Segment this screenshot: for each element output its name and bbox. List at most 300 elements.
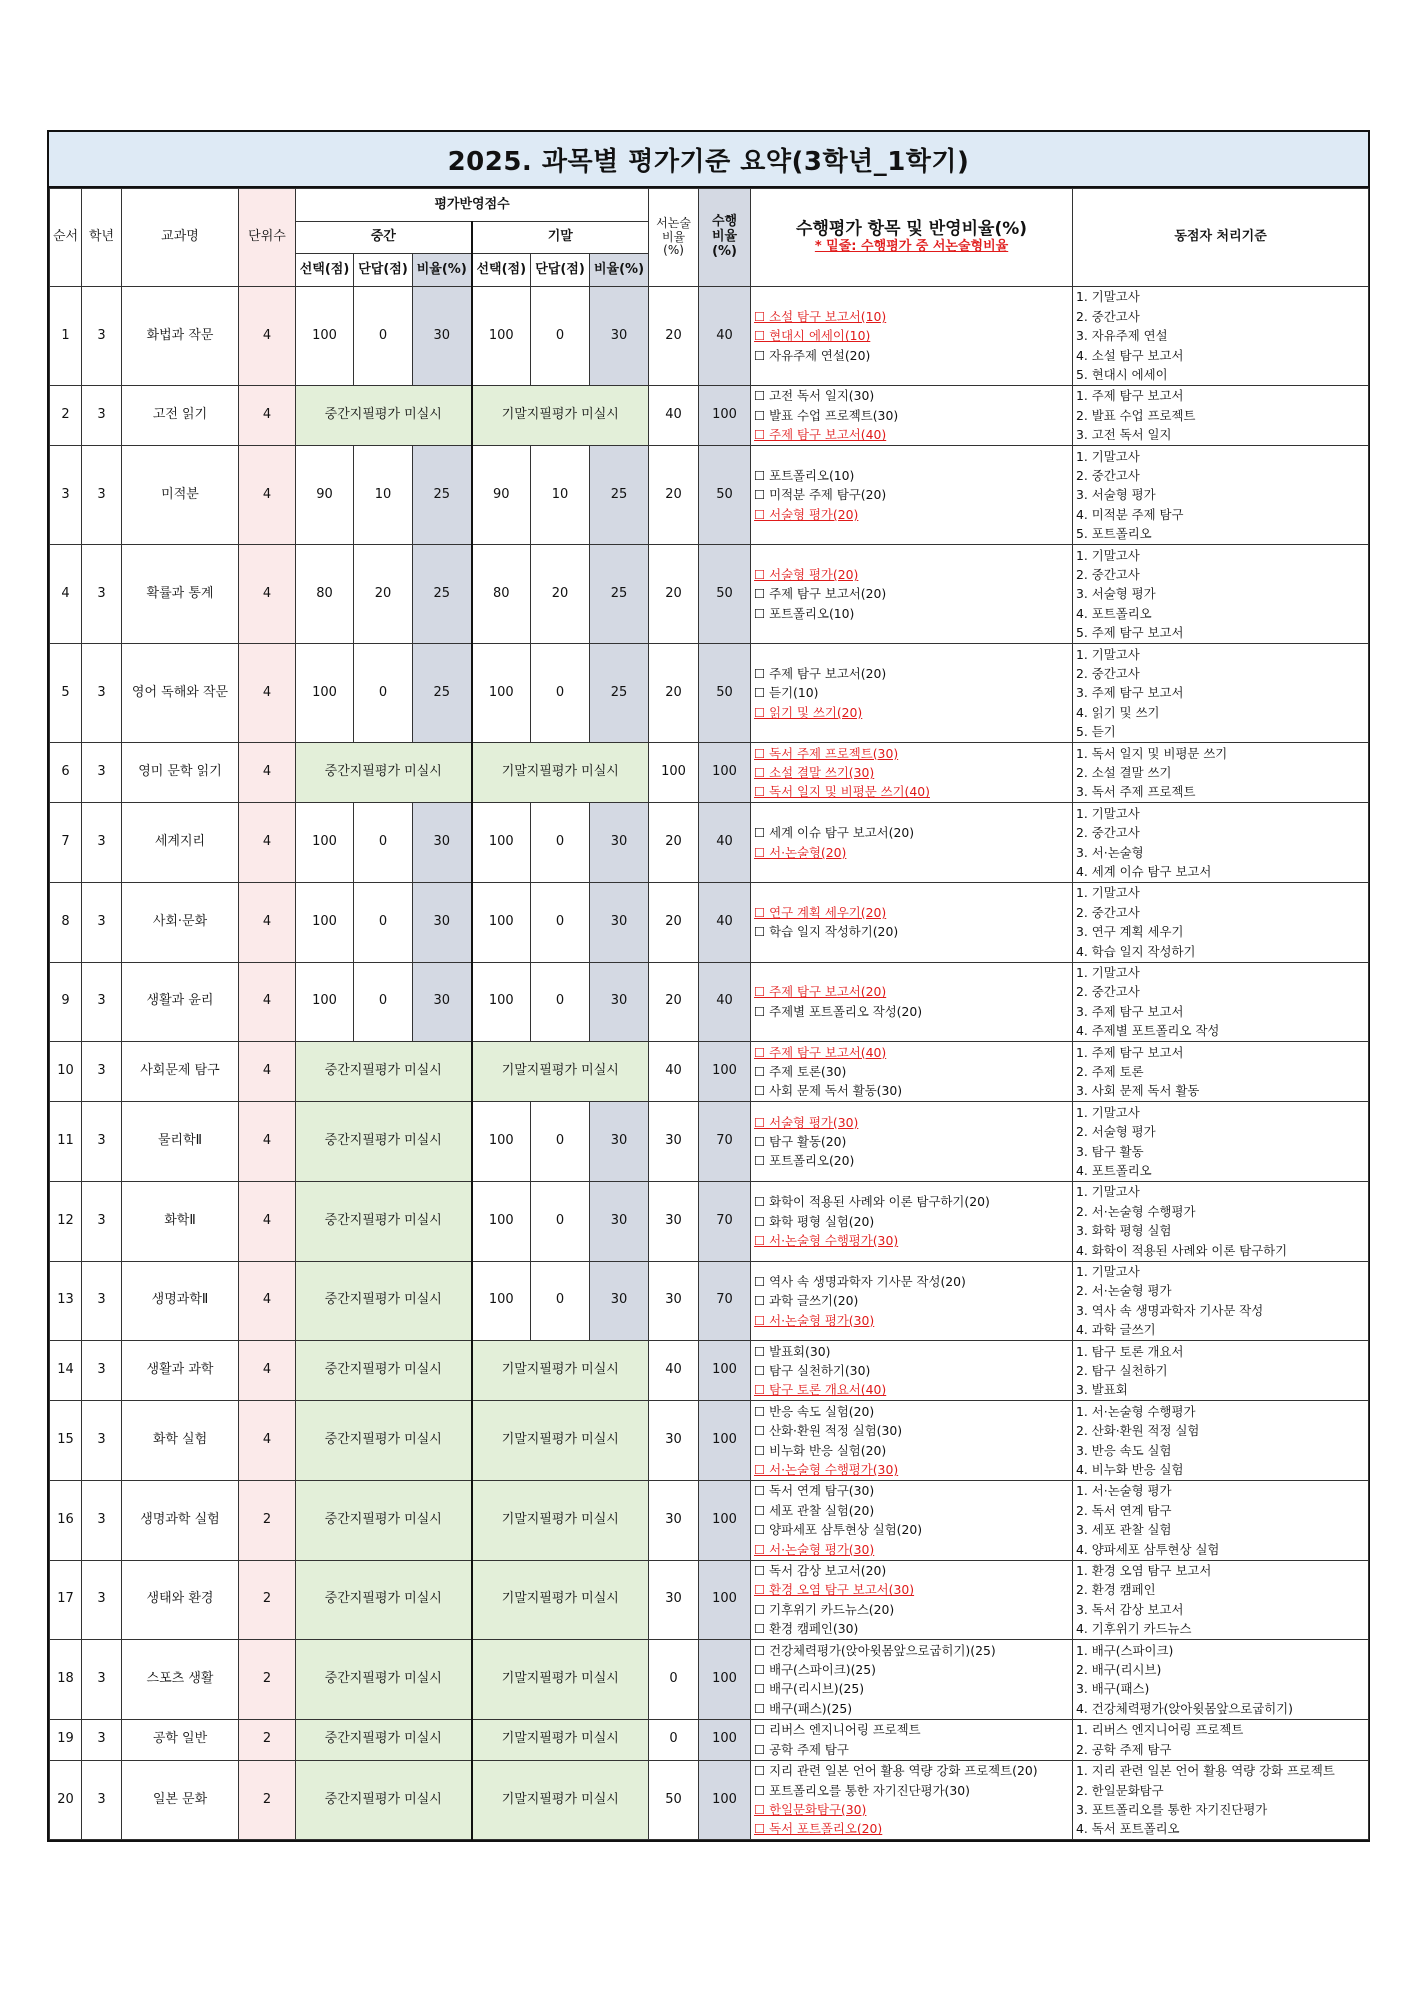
mid-short: 0 [354, 644, 413, 743]
essay-ratio: 20 [649, 545, 699, 644]
tiebreak-list [1073, 1760, 1369, 1840]
tiebreak-item: 1. 탐구 토론 개요서 [1076, 1343, 1184, 1359]
tiebreak-list [1073, 1042, 1369, 1102]
fin-short: 0 [531, 1102, 590, 1182]
perf-item: ☐ 탐구 토론 개요서(40) [754, 1382, 887, 1398]
perf-items [751, 1042, 1073, 1102]
perf-item: ☐ 발표회(30) [754, 1343, 831, 1359]
perf-item: ☐ 주제 탐구 보고서(20) [754, 984, 887, 1000]
tiebreak-item: 2. 산화·환원 적정 실험 [1076, 1423, 1200, 1439]
perf-item: ☐ 배구(스파이크)(25) [754, 1661, 877, 1677]
fin-ratio: 30 [590, 803, 649, 883]
tiebreak-list [1073, 962, 1369, 1042]
tiebreak-item: 2. 중간고사 [1076, 904, 1140, 920]
perf-item: ☐ 고전 독서 일지(30) [754, 388, 875, 404]
perf-items [751, 1560, 1073, 1640]
table-row [50, 803, 1369, 883]
row-order: 4 [50, 545, 82, 644]
mid-short: 0 [354, 803, 413, 883]
perf-ratio: 70 [699, 1102, 751, 1182]
fin-select: 100 [472, 1102, 531, 1182]
essay-ratio: 40 [649, 386, 699, 446]
perf-item: ☐ 소설 결말 쓰기(30) [754, 765, 875, 781]
perf-item: ☐ 자유주제 연설(20) [754, 347, 871, 363]
perf-items [751, 962, 1073, 1042]
table-row [50, 1640, 1369, 1720]
tiebreak-item: 5. 포트폴리오 [1076, 526, 1152, 542]
tiebreak-item: 2. 중간고사 [1076, 825, 1140, 841]
tiebreak-item: 3. 서술형 평가 [1076, 487, 1156, 503]
perf-item: ☐ 발표 수업 프로젝트(30) [754, 407, 899, 423]
tiebreak-item: 1. 기말고사 [1076, 547, 1140, 563]
row-grade: 3 [82, 1480, 122, 1560]
perf-items [751, 743, 1073, 803]
perf-item: ☐ 화학 평형 실험(20) [754, 1213, 875, 1229]
mid-ratio: 30 [413, 287, 472, 386]
mid-not-held: 중간지필평가 미실시 [296, 1042, 472, 1102]
fin-short: 0 [531, 1261, 590, 1341]
table-row [50, 1401, 1369, 1481]
final-not-held: 기말지필평가 미실시 [472, 1760, 649, 1840]
header-mid-ratio: 비율(%) [413, 254, 472, 287]
row-subject: 영어 독해와 작문 [122, 644, 239, 743]
tiebreak-list [1073, 446, 1369, 545]
perf-items [751, 644, 1073, 743]
row-order: 8 [50, 882, 82, 962]
essay-ratio: 20 [649, 962, 699, 1042]
table-row [50, 545, 1369, 644]
final-not-held: 기말지필평가 미실시 [472, 1341, 649, 1401]
tiebreak-item: 3. 역사 속 생명과학자 기사문 작성 [1076, 1302, 1264, 1318]
fin-select: 100 [472, 882, 531, 962]
mid-short: 10 [354, 446, 413, 545]
tiebreak-item: 1. 배구(스파이크) [1076, 1642, 1174, 1658]
mid-short: 20 [354, 545, 413, 644]
fin-select: 80 [472, 545, 531, 644]
tiebreak-item: 4. 포트폴리오 [1076, 1163, 1152, 1179]
mid-not-held: 중간지필평가 미실시 [296, 1640, 472, 1720]
row-units: 4 [239, 743, 296, 803]
header-perf-items: 수행평가 항목 및 반영비율(%) * 밑줄: 수행평가 중 서논술형비율 [751, 189, 1073, 287]
table-row [50, 1181, 1369, 1261]
perf-item: ☐ 과학 글쓰기(20) [754, 1293, 859, 1309]
tiebreak-list [1073, 287, 1369, 386]
row-order: 13 [50, 1261, 82, 1341]
row-grade: 3 [82, 1560, 122, 1640]
perf-item: ☐ 독서 연계 탐구(30) [754, 1483, 875, 1499]
perf-items [751, 545, 1073, 644]
perf-item: ☐ 연구 계획 세우기(20) [754, 904, 887, 920]
mid-not-held: 중간지필평가 미실시 [296, 1181, 472, 1261]
perf-item: ☐ 독서 일지 및 비평문 쓰기(40) [754, 784, 930, 800]
mid-ratio: 30 [413, 962, 472, 1042]
tiebreak-item: 3. 세포 관찰 실험 [1076, 1522, 1172, 1538]
tiebreak-item: 2. 한일문화탐구 [1076, 1782, 1164, 1798]
perf-item: ☐ 포트폴리오(10) [754, 468, 855, 484]
perf-ratio: 40 [699, 803, 751, 883]
row-subject: 화학Ⅱ [122, 1181, 239, 1261]
essay-ratio: 30 [649, 1401, 699, 1481]
mid-select: 100 [296, 803, 354, 883]
table-row [50, 1261, 1369, 1341]
tiebreak-item: 2. 중간고사 [1076, 984, 1140, 1000]
row-subject: 사회·문화 [122, 882, 239, 962]
mid-ratio: 25 [413, 545, 472, 644]
tiebreak-item: 1. 리버스 엔지니어링 프로젝트 [1076, 1722, 1244, 1738]
mid-select: 100 [296, 287, 354, 386]
perf-items [751, 882, 1073, 962]
tiebreak-item: 2. 서·논술형 평가 [1076, 1283, 1172, 1299]
tiebreak-item: 3. 탐구 활동 [1076, 1143, 1144, 1159]
essay-ratio: 30 [649, 1480, 699, 1560]
perf-ratio: 100 [699, 1341, 751, 1401]
tiebreak-list [1073, 644, 1369, 743]
perf-item: ☐ 주제 탐구 보고서(40) [754, 427, 887, 443]
tiebreak-item: 3. 고전 독서 일지 [1076, 427, 1172, 443]
row-units: 4 [239, 386, 296, 446]
mid-select: 100 [296, 882, 354, 962]
row-grade: 3 [82, 803, 122, 883]
row-grade: 3 [82, 962, 122, 1042]
row-grade: 3 [82, 644, 122, 743]
fin-ratio: 30 [590, 962, 649, 1042]
tiebreak-list [1073, 1102, 1369, 1182]
perf-ratio: 50 [699, 446, 751, 545]
row-units: 4 [239, 446, 296, 545]
row-units: 4 [239, 1102, 296, 1182]
mid-not-held: 중간지필평가 미실시 [296, 1261, 472, 1341]
perf-ratio: 100 [699, 743, 751, 803]
row-grade: 3 [82, 743, 122, 803]
tiebreak-item: 4. 독서 포트폴리오 [1076, 1821, 1180, 1837]
perf-item: ☐ 배구(리시브)(25) [754, 1681, 865, 1697]
perf-ratio: 40 [699, 962, 751, 1042]
perf-item: ☐ 주제별 포트폴리오 작성(20) [754, 1003, 923, 1019]
mid-ratio: 25 [413, 446, 472, 545]
table-row [50, 1480, 1369, 1560]
tiebreak-item: 2. 배구(리시브) [1076, 1661, 1162, 1677]
final-not-held: 기말지필평가 미실시 [472, 1560, 649, 1640]
fin-ratio: 30 [590, 1261, 649, 1341]
table-row [50, 882, 1369, 962]
perf-items [751, 1640, 1073, 1720]
perf-item: ☐ 서·논술형 수행평가(30) [754, 1232, 899, 1248]
tiebreak-item: 2. 서술형 평가 [1076, 1124, 1156, 1140]
final-not-held: 기말지필평가 미실시 [472, 1480, 649, 1560]
row-subject: 고전 읽기 [122, 386, 239, 446]
tiebreak-item: 4. 포트폴리오 [1076, 605, 1152, 621]
perf-item: ☐ 듣기(10) [754, 685, 819, 701]
row-subject: 화학 실험 [122, 1401, 239, 1481]
perf-item: ☐ 주제 토론(30) [754, 1064, 847, 1080]
table-row [50, 1042, 1369, 1102]
perf-item: ☐ 포트폴리오(10) [754, 605, 855, 621]
row-grade: 3 [82, 1181, 122, 1261]
row-order: 6 [50, 743, 82, 803]
perf-ratio: 70 [699, 1261, 751, 1341]
mid-not-held: 중간지필평가 미실시 [296, 1560, 472, 1640]
row-grade: 3 [82, 1341, 122, 1401]
final-not-held: 기말지필평가 미실시 [472, 743, 649, 803]
perf-item: ☐ 독서 감상 보고서(20) [754, 1562, 887, 1578]
mid-not-held: 중간지필평가 미실시 [296, 743, 472, 803]
tiebreak-item: 2. 서·논술형 수행평가 [1076, 1203, 1196, 1219]
row-units: 2 [239, 1640, 296, 1720]
table-row [50, 1560, 1369, 1640]
row-grade: 3 [82, 1261, 122, 1341]
perf-item: ☐ 반응 속도 실험(20) [754, 1403, 875, 1419]
perf-item: ☐ 학습 일지 작성하기(20) [754, 924, 899, 940]
tiebreak-item: 1. 기말고사 [1076, 965, 1140, 981]
perf-item: ☐ 서술형 평가(30) [754, 1114, 859, 1130]
perf-items [751, 1480, 1073, 1560]
tiebreak-item: 4. 기후위기 카드뉴스 [1076, 1621, 1192, 1637]
tiebreak-item: 3. 사회 문제 독서 활동 [1076, 1083, 1200, 1099]
fin-select: 100 [472, 1261, 531, 1341]
perf-items [751, 803, 1073, 883]
row-order: 14 [50, 1341, 82, 1401]
tiebreak-list [1073, 545, 1369, 644]
perf-item: ☐ 소설 탐구 보고서(10) [754, 308, 887, 324]
tiebreak-item: 4. 미적분 주제 탐구 [1076, 506, 1184, 522]
tiebreak-item: 1. 주제 탐구 보고서 [1076, 1044, 1184, 1060]
perf-item: ☐ 탐구 활동(20) [754, 1133, 847, 1149]
perf-item: ☐ 주제 탐구 보고서(20) [754, 666, 887, 682]
row-units: 4 [239, 644, 296, 743]
row-subject: 확률과 통계 [122, 545, 239, 644]
mid-select: 100 [296, 644, 354, 743]
tiebreak-item: 3. 반응 속도 실험 [1076, 1442, 1172, 1458]
row-subject: 생명과학 실험 [122, 1480, 239, 1560]
tiebreak-item: 1. 기말고사 [1076, 1264, 1140, 1280]
row-units: 4 [239, 1042, 296, 1102]
header-score-group: 평가반영점수 [296, 189, 649, 222]
header-fin-short: 단답(점) [531, 254, 590, 287]
perf-items [751, 1401, 1073, 1481]
perf-ratio: 100 [699, 1640, 751, 1720]
tiebreak-item: 1. 기말고사 [1076, 289, 1140, 305]
tiebreak-list [1073, 386, 1369, 446]
tiebreak-list [1073, 1261, 1369, 1341]
table-row [50, 962, 1369, 1042]
essay-ratio: 20 [649, 446, 699, 545]
mid-select: 100 [296, 962, 354, 1042]
perf-items [751, 1261, 1073, 1341]
perf-ratio: 40 [699, 287, 751, 386]
tiebreak-item: 1. 서·논술형 수행평가 [1076, 1403, 1196, 1419]
fin-select: 100 [472, 803, 531, 883]
perf-item: ☐ 서·논술형 수행평가(30) [754, 1462, 899, 1478]
table-row [50, 287, 1369, 386]
fin-select: 100 [472, 644, 531, 743]
tiebreak-item: 2. 탐구 실천하기 [1076, 1363, 1168, 1379]
tiebreak-item: 1. 기말고사 [1076, 1104, 1140, 1120]
tiebreak-item: 1. 기말고사 [1076, 805, 1140, 821]
tiebreak-item: 4. 읽기 및 쓰기 [1076, 704, 1160, 720]
tiebreak-item: 4. 비누화 반응 실험 [1076, 1462, 1184, 1478]
tiebreak-item: 5. 듣기 [1076, 724, 1116, 740]
tiebreak-item: 3. 주제 탐구 보고서 [1076, 685, 1184, 701]
tiebreak-item: 4. 양파세포 삼투현상 실험 [1076, 1541, 1220, 1557]
perf-item: ☐ 읽기 및 쓰기(20) [754, 704, 863, 720]
tiebreak-item: 4. 건강체력평가(앉아윗몸앞으로굽히기) [1076, 1700, 1293, 1716]
perf-item: ☐ 지리 관련 일본 언어 활용 역량 강화 프로젝트(20) [754, 1763, 1038, 1779]
row-subject: 일본 문화 [122, 1760, 239, 1840]
essay-ratio: 100 [649, 743, 699, 803]
mid-short: 0 [354, 962, 413, 1042]
table-body [50, 287, 1369, 1840]
perf-item: ☐ 기후위기 카드뉴스(20) [754, 1601, 895, 1617]
header-essay-ratio: 서논술 비율 (%) [649, 189, 699, 287]
tiebreak-item: 3. 주제 탐구 보고서 [1076, 1003, 1184, 1019]
fin-select: 100 [472, 1181, 531, 1261]
perf-item: ☐ 포트폴리오를 통한 자기진단평가(30) [754, 1782, 970, 1798]
perf-item: ☐ 현대시 에세이(10) [754, 328, 871, 344]
fin-select: 100 [472, 962, 531, 1042]
tiebreak-item: 4. 화학이 적용된 사례와 이론 탐구하기 [1076, 1242, 1288, 1258]
perf-item: ☐ 환경 오염 탐구 보고서(30) [754, 1582, 915, 1598]
essay-ratio: 20 [649, 803, 699, 883]
essay-ratio: 20 [649, 882, 699, 962]
header-fin-ratio: 비율(%) [590, 254, 649, 287]
perf-item: ☐ 리버스 엔지니어링 프로젝트 [754, 1722, 921, 1738]
fin-short: 0 [531, 882, 590, 962]
fin-short: 0 [531, 287, 590, 386]
row-grade: 3 [82, 1760, 122, 1840]
perf-items [751, 386, 1073, 446]
tiebreak-list [1073, 1640, 1369, 1720]
mid-not-held: 중간지필평가 미실시 [296, 1760, 472, 1840]
row-order: 11 [50, 1102, 82, 1182]
essay-ratio: 40 [649, 1042, 699, 1102]
row-subject: 생활과 윤리 [122, 962, 239, 1042]
row-order: 20 [50, 1760, 82, 1840]
perf-item: ☐ 미적분 주제 탐구(20) [754, 487, 887, 503]
tiebreak-item: 4. 소설 탐구 보고서 [1076, 347, 1184, 363]
row-units: 4 [239, 962, 296, 1042]
tiebreak-item: 3. 발표회 [1076, 1382, 1128, 1398]
final-not-held: 기말지필평가 미실시 [472, 1042, 649, 1102]
tiebreak-item: 2. 환경 캠페인 [1076, 1582, 1156, 1598]
perf-item: ☐ 화학이 적용된 사례와 이론 탐구하기(20) [754, 1194, 990, 1210]
tiebreak-list [1073, 1401, 1369, 1481]
tiebreak-item: 4. 학습 일지 작성하기 [1076, 943, 1196, 959]
fin-short: 20 [531, 545, 590, 644]
fin-ratio: 30 [590, 287, 649, 386]
row-units: 4 [239, 803, 296, 883]
perf-items [751, 1760, 1073, 1840]
perf-items [751, 1181, 1073, 1261]
perf-items [751, 446, 1073, 545]
tiebreak-item: 3. 자유주제 연설 [1076, 328, 1168, 344]
fin-ratio: 25 [590, 644, 649, 743]
perf-items [751, 1102, 1073, 1182]
header-tiebreak: 동점자 처리기준 [1073, 189, 1369, 287]
perf-item: ☐ 서·논술형(20) [754, 844, 847, 860]
row-subject: 미적분 [122, 446, 239, 545]
tiebreak-item: 2. 중간고사 [1076, 567, 1140, 583]
perf-items [751, 1341, 1073, 1401]
header-fin-select: 선택(점) [472, 254, 531, 287]
table-row [50, 1341, 1369, 1401]
tiebreak-list [1073, 1181, 1369, 1261]
row-order: 15 [50, 1401, 82, 1481]
row-order: 16 [50, 1480, 82, 1560]
table-row [50, 1102, 1369, 1182]
essay-ratio: 0 [649, 1719, 699, 1760]
row-units: 2 [239, 1560, 296, 1640]
underline-note: * 밑줄: 수행평가 중 서논술형비율 [814, 238, 1009, 254]
tiebreak-item: 3. 서·논술형 [1076, 844, 1144, 860]
mid-ratio: 30 [413, 803, 472, 883]
tiebreak-item: 3. 독서 감상 보고서 [1076, 1601, 1184, 1617]
essay-ratio: 20 [649, 644, 699, 743]
row-subject: 물리학Ⅱ [122, 1102, 239, 1182]
fin-short: 0 [531, 644, 590, 743]
tiebreak-item: 1. 독서 일지 및 비평문 쓰기 [1076, 745, 1228, 761]
mid-not-held: 중간지필평가 미실시 [296, 1480, 472, 1560]
perf-item: ☐ 한일문화탐구(30) [754, 1801, 867, 1817]
essay-ratio: 30 [649, 1102, 699, 1182]
essay-ratio: 20 [649, 287, 699, 386]
header-grade: 학년 [82, 189, 122, 287]
mid-short: 0 [354, 287, 413, 386]
row-units: 4 [239, 287, 296, 386]
tiebreak-item: 3. 독서 주제 프로젝트 [1076, 784, 1196, 800]
perf-item: ☐ 세계 이슈 탐구 보고서(20) [754, 825, 915, 841]
final-not-held: 기말지필평가 미실시 [472, 1401, 649, 1481]
tiebreak-item: 3. 연구 계획 세우기 [1076, 924, 1184, 940]
tiebreak-item: 1. 주제 탐구 보고서 [1076, 388, 1184, 404]
row-grade: 3 [82, 287, 122, 386]
perf-item: ☐ 양파세포 삼투현상 실험(20) [754, 1522, 923, 1538]
tiebreak-item: 1. 기말고사 [1076, 1184, 1140, 1200]
row-order: 2 [50, 386, 82, 446]
row-units: 4 [239, 1401, 296, 1481]
tiebreak-item: 1. 서·논술형 평가 [1076, 1483, 1172, 1499]
tiebreak-item: 1. 지리 관련 일본 언어 활용 역량 강화 프로젝트 [1076, 1763, 1335, 1779]
perf-ratio: 100 [699, 1042, 751, 1102]
row-subject: 공학 일반 [122, 1719, 239, 1760]
row-order: 17 [50, 1560, 82, 1640]
mid-not-held: 중간지필평가 미실시 [296, 1719, 472, 1760]
tiebreak-item: 4. 주제별 포트폴리오 작성 [1076, 1023, 1220, 1039]
row-units: 4 [239, 1181, 296, 1261]
row-subject: 사회문제 탐구 [122, 1042, 239, 1102]
essay-ratio: 40 [649, 1341, 699, 1401]
perf-ratio: 100 [699, 1719, 751, 1760]
perf-ratio: 70 [699, 1181, 751, 1261]
tiebreak-list [1073, 743, 1369, 803]
perf-item: ☐ 주제 탐구 보고서(40) [754, 1044, 887, 1060]
row-units: 4 [239, 882, 296, 962]
table-row [50, 644, 1369, 743]
row-grade: 3 [82, 1042, 122, 1102]
final-not-held: 기말지필평가 미실시 [472, 1640, 649, 1720]
tiebreak-item: 3. 포트폴리오를 통한 자기진단평가 [1076, 1801, 1268, 1817]
perf-ratio: 100 [699, 1480, 751, 1560]
row-grade: 3 [82, 446, 122, 545]
tiebreak-item: 2. 중간고사 [1076, 308, 1140, 324]
row-order: 18 [50, 1640, 82, 1720]
tiebreak-list [1073, 803, 1369, 883]
essay-ratio: 30 [649, 1261, 699, 1341]
essay-ratio: 30 [649, 1181, 699, 1261]
mid-not-held: 중간지필평가 미실시 [296, 1401, 472, 1481]
tiebreak-item: 5. 현대시 에세이 [1076, 367, 1168, 383]
perf-ratio: 40 [699, 882, 751, 962]
perf-ratio: 100 [699, 1401, 751, 1481]
